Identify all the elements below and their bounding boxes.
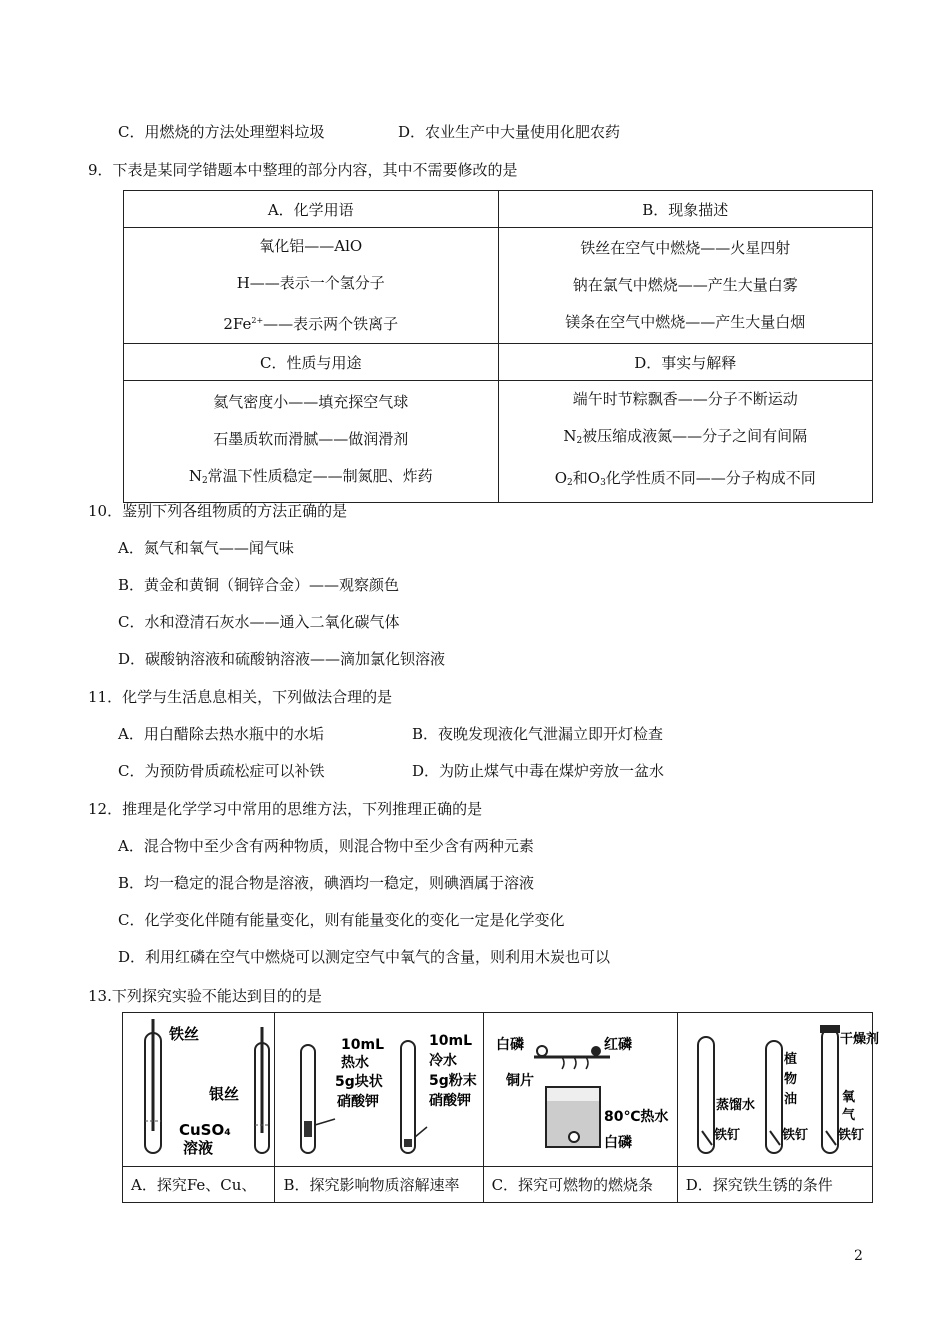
label-kno3-left: 硝酸钾 [337, 1094, 380, 1110]
q9-cell-a [124, 228, 499, 344]
label-desiccant: 干燥剂 [839, 1032, 879, 1047]
iron-nail-2-icon [770, 1131, 780, 1145]
q10-option-d: D．碳酸钠溶液和硫酸钠溶液——滴加氯化钡溶液 [118, 650, 446, 668]
figure-d-drawing [678, 1013, 879, 1166]
lump-solid-icon [304, 1121, 312, 1137]
label-nail-2: 铁钉 [781, 1128, 808, 1143]
q9-cell-b [498, 228, 872, 344]
q13-table [122, 1012, 879, 1203]
iron-nail-3-icon [826, 1131, 836, 1145]
q12-option-b: B．均一稳定的混合物是溶液，碘酒均一稳定，则碘酒属于溶液 [118, 874, 535, 892]
page-number: 2 [854, 1248, 863, 1264]
q13-figure-c [483, 1013, 677, 1167]
q13-figure-d [677, 1013, 879, 1167]
label-nail-3: 铁钉 [837, 1128, 864, 1143]
q13-figure-a [123, 1013, 275, 1167]
q12-stem: 12．推理是化学学习中常用的思维方法，下列推理正确的是 [88, 800, 483, 818]
q9-c-line2: 石墨质软而滑腻——做润滑剂 [213, 429, 409, 448]
figure-a-drawing [123, 1013, 275, 1166]
q13-caption-d: D．探究铁生锈的条件 [677, 1167, 872, 1203]
q12-option-a: A．混合物中至少含有两种物质，则混合物中至少含有两种元素 [118, 837, 534, 855]
q9-c-line3: $N_2$常温下性质稳定——制氮肥、炸药 [188, 466, 433, 486]
iron-nail-1-icon [702, 1131, 712, 1145]
q10-option-b: B．黄金和黄铜（铜锌合金）——观察颜色 [118, 576, 400, 594]
q11-stem: 11．化学与生活息息相关，下列做法合理的是 [88, 688, 393, 706]
test-tube-cold-icon [401, 1041, 415, 1153]
red-phosphorus-icon [591, 1046, 601, 1056]
q9-c-line1: 氦气密度小——填充探空气球 [213, 392, 409, 411]
q9-cell-c [124, 381, 499, 503]
q11-option-c: C．为预防骨质疏松症可以补铁 [118, 762, 325, 780]
q9-a-line2: H——表示一个氢分子 [236, 274, 385, 292]
q9-header-b: B．现象描述 [498, 191, 872, 228]
q10-option-c: C．水和澄清石灰水——通入二氧化碳气体 [118, 613, 400, 631]
q13-caption-b: B．探究影响物质溶解速率 [275, 1167, 483, 1203]
q12-option-d: D．利用红磷在空气中燃烧可以测定空气中氧气的含量，则利用木炭也可以 [118, 948, 611, 966]
q10-stem: 10．鉴别下列各组物质的方法正确的是 [88, 502, 348, 520]
label-oxygen-2: 气 [841, 1108, 855, 1123]
q13-stem: 13.下列探究实验不能达到目的的是 [88, 987, 322, 1005]
powder-solid-icon [404, 1139, 412, 1147]
q9-d-line1: 端午时节粽飘香——分子不断运动 [572, 390, 798, 408]
label-hot-volume: 10mL [341, 1037, 385, 1053]
white-phosphorus-top-icon [537, 1046, 547, 1056]
label-hot-water: 热水 [341, 1055, 370, 1071]
label-oil-3: 油 [783, 1092, 797, 1107]
q9-d-line3: $O_2$和$O_3$化学性质不同——分子构成不同 [554, 469, 816, 488]
q9-b-line2: 钠在氯气中燃烧——产生大量白雾 [572, 276, 798, 294]
q9-header-c: C．性质与用途 [124, 344, 499, 381]
label-cold-volume: 10mL [429, 1033, 473, 1049]
label-cold-water: 冷水 [429, 1053, 458, 1069]
q9-stem: 9．下表是某同学错题本中整理的部分内容，其中不需要修改的是 [88, 161, 518, 179]
label-iron-wire: 铁丝 [169, 1025, 200, 1043]
figure-c-drawing [484, 1013, 678, 1166]
label-silver-wire: 银丝 [209, 1085, 240, 1103]
label-white-phosphorus-top: 白磷 [495, 1037, 524, 1053]
q9-a-line3: $2Fe^{2+}——$表示两个铁离子 [223, 315, 399, 333]
label-nail-1: 铁钉 [713, 1128, 740, 1143]
figure-b-drawing [275, 1013, 483, 1166]
q10-option-a: A．氮气和氧气——闻气味 [118, 539, 294, 557]
label-solution: 溶液 [183, 1139, 214, 1157]
label-cuso4: CuSO₄ [179, 1121, 231, 1139]
q13-caption-a: A．探究Fe、Cu、 [123, 1167, 275, 1203]
label-kno3-right: 硝酸钾 [429, 1093, 472, 1109]
label-copper-sheet: 铜片 [505, 1073, 534, 1089]
q13-figure-b [275, 1013, 483, 1167]
test-tube-dry-icon [822, 1029, 838, 1153]
label-powder-mass: 5g粉末 [429, 1073, 478, 1089]
q9-b-line3: 镁条在空气中燃烧——产生大量白烟 [565, 313, 806, 331]
q13-caption-c: C．探究可燃物的燃烧条 [483, 1167, 677, 1203]
label-white-phosphorus-bottom: 白磷 [603, 1135, 632, 1151]
q9-cell-d [498, 381, 872, 503]
label-red-phosphorus: 红磷 [603, 1037, 632, 1053]
label-lump-mass: 5g块状 [335, 1074, 384, 1090]
q11-option-b: B．夜晚发现液化气泄漏立即开灯检查 [412, 725, 664, 743]
white-phosphorus-bottom-icon [569, 1132, 579, 1142]
label-hot-water-80: 80℃热水 [603, 1109, 669, 1125]
label-distilled-water: 蒸馏水 [715, 1098, 755, 1113]
q9-a-line1: 氧化铝——AlO [259, 237, 363, 255]
q9-table [123, 190, 873, 503]
q12-option-c: C．化学变化伴随有能量变化，则有能量变化的变化一定是化学变化 [118, 911, 565, 929]
q11-option-d: D．为防止煤气中毒在煤炉旁放一盆水 [412, 762, 665, 780]
q8-option-c: C．用燃烧的方法处理塑料垃圾 [118, 123, 325, 141]
q9-header-d: D．事实与解释 [498, 344, 872, 381]
label-oxygen-1: 氧 [841, 1090, 855, 1105]
q9-d-line2: $N_2$被压缩成液氮——分子之间有间隔 [563, 427, 808, 446]
q8-option-d: D．农业生产中大量使用化肥农药 [398, 123, 621, 141]
q9-b-line1: 铁丝在空气中燃烧——火星四射 [580, 239, 791, 257]
q9-header-a: A．化学用语 [124, 191, 499, 228]
steam-icon [562, 1057, 588, 1069]
q11-option-a: A．用白醋除去热水瓶中的水垢 [118, 725, 324, 743]
stopper-icon [820, 1025, 840, 1033]
label-oil-2: 物 [783, 1072, 797, 1087]
label-oil-1: 植 [783, 1052, 797, 1067]
